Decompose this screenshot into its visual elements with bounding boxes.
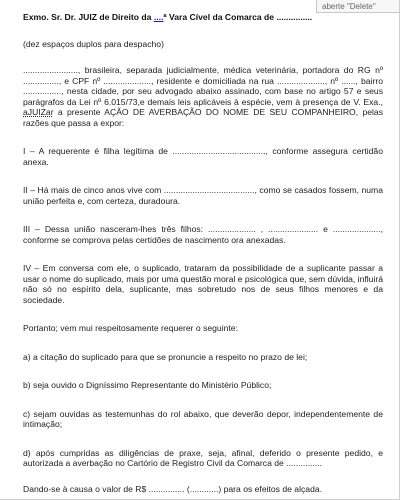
request-item-b: b) seja ouvido o Digníssimo Representante do Ministério Público;	[23, 380, 272, 390]
document-body	[23, 12, 383, 494]
request-item-c: c) sejam ouvidas as testemunhas do rol abaixo, que deverão depor, independentemente de intimação;	[23, 408, 383, 429]
document-subheading: (dez espaços duplos para despacho)	[23, 38, 164, 49]
heading-part-1: Exmo. Sr. Dr. JUIZ de Direito da	[23, 12, 154, 22]
request-item-a: a) a citação do suplicado para que se pronuncie a respeito no prazo de lei;	[23, 351, 308, 362]
comment-text: aberte "Delete"	[322, 2, 376, 11]
document-heading	[23, 12, 383, 23]
request-item-d: d) após cumpridas as diligências de praxe, seja, afinal, deferido o presente pedido, e autorizada a averbação no Cartório de Registro Civil da Comarca de ...............	[23, 447, 383, 468]
paragraph-request-intro: Portanto; vem mui respeitosamente requerer o seguinte:	[23, 323, 238, 333]
paragraph-ii: II – Há mais de cinco anos vive com ......................................, como se casados fossem, numa união perfeita e, com certeza, duradoura.	[23, 185, 383, 206]
paragraph-iii: III – Dessa união nasceram-lhes três filhos: .................... , ..................... e ...................., conforme se comprova pelas certidões de nascimento ora anexadas.	[23, 224, 383, 245]
paragraph-valor-causa: Dando-se à causa o valor de R$ ............... (............) para os efeitos de alçada.	[23, 483, 323, 494]
heading-part-2: ª Vara Cível da Comarca de ...............	[163, 12, 313, 22]
heading-vara-blank: ....	[153, 12, 164, 22]
intro-paragraph	[23, 65, 383, 128]
intro-marked-word: aJUIZar	[23, 107, 54, 117]
paragraph-iv: IV – Em conversa com ele, o suplicado, trataram da possibilidade de a suplicante passar a usar o nome do suplicado, mais por uma questão moral e psicológica que, sem dúvida, influirá não só no espírito dela, suplicante, mas sobretudo nos de seus filhos menores e da sociedade.	[23, 263, 383, 305]
intro-part-2: a presente AÇÃO DE AVERBAÇÃO DO NOME DE SEU COMPANHEIRO, pelas razões que passa a expor:	[23, 107, 383, 128]
paragraph-i: I – A requerente é filha legítima de ......................................., conforme assegura certidão anexa.	[23, 146, 383, 167]
intro-part-1: ......................., brasileira, separada judicialmente, médica veterinária, portadora do RG nº ..............., e CPF nº ...................., residente e domiciliada na rua ...................., nº ......, bairro ................, nesta cidade, por seu advogado abaixo assinado, com base no artigo 57 e seus parágrafos da Lei nº 6.015/73,e demais leis aplicáveis à espécie, vem à presença de V. Exa.,	[23, 65, 383, 107]
comment-leader-line	[316, 6, 317, 7]
